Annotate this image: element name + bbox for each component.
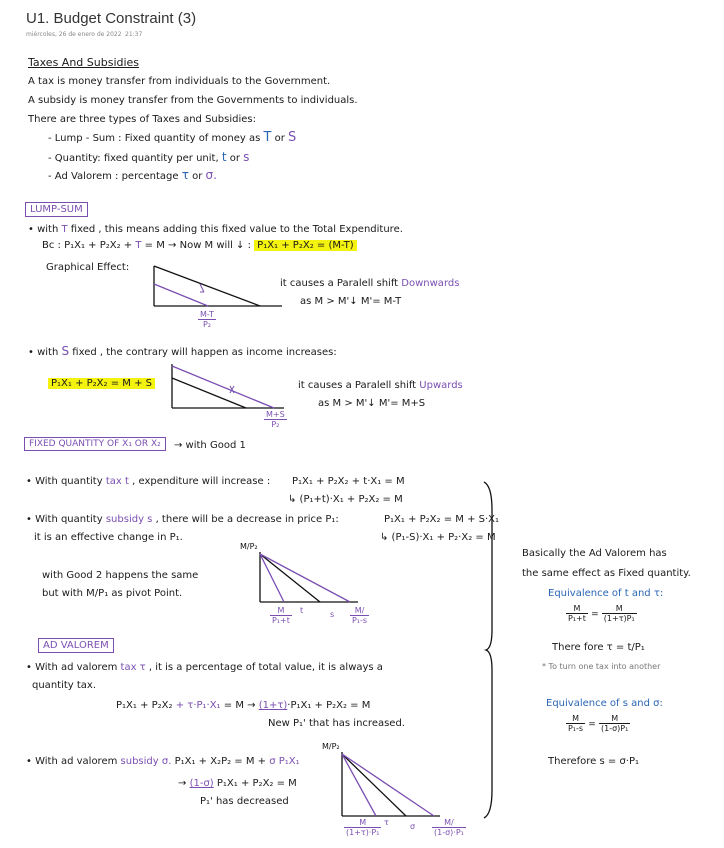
page-title: U1. Budget Constraint (3) (26, 10, 197, 27)
page-time: 21:37 (125, 31, 143, 38)
quantity-graph-t-label: t (300, 606, 304, 615)
type-quantity: - Quantity: fixed quantity per unit, t or s (48, 150, 250, 164)
ad-valorem-bullet-subsidy: • With ad valorem subsidy σ. P₁X₁ + X₂P₂ = M + σ P₁X₁ (26, 756, 300, 767)
ad-valorem-tax-equation: P₁X₁ + P₂X₂ + τ·P₁·X₁ = M → (1+τ)·P₁X₁ + P₂X₂ = M (116, 700, 371, 711)
side-note-line-1: Basically the Ad Valorem has (522, 548, 667, 559)
lump-sum-bc-equation: Bc : P₁X₁ + P₂X₂ + T = M → Now M will ↓ : P₁X₁ + P₂X₂ = (M-T) (42, 240, 357, 251)
intro-line-tax: A tax is money transfer from individuals to the Government. (28, 76, 331, 87)
lump-sum-bullet-2: • with S fixed , the contrary will happen as income increases: (28, 344, 337, 358)
ad-valorem-graph-tau-label: τ (384, 818, 389, 827)
ad-valorem-tax-note: New P₁' that has increased. (268, 718, 405, 729)
lump-sum-effect-1-detail: as M > M'↓ M'= M-T (300, 296, 402, 307)
lump-sum-effect-1: it causes a Paralell shift Downwards (280, 278, 460, 289)
ad-valorem-graph-subsidy-intercept: $\frac{M/}{\text{(1-σ)·P₁}}$ (434, 818, 464, 837)
quantity-subsidy-eq-2: ↳ (P₁-S)·X₁ + P₂·X₂ = M (380, 532, 496, 543)
good2-note-2: but with M/P₁ as pivot Point. (42, 588, 183, 599)
page-date: miércoles, 26 de enero de 2022 (26, 31, 122, 38)
quantity-bullet-subsidy: • With quantity subsidy s , there will be a decrease in price P₁: (26, 514, 339, 525)
side-note-equivalence-t-title: Equivalence of t and τ: (548, 588, 664, 599)
side-note-footnote: * To turn one tax into another (542, 662, 661, 671)
side-note-therefore-2: Therefore s = σ·P₁ (548, 756, 640, 767)
ad-valorem-graph-y-label: M/P₂ (322, 742, 340, 751)
lump-sum-effect-2-detail: as M > M'↓ M'= M+S (318, 398, 426, 409)
ad-valorem-bullet-tax: • With ad valorem tax τ , it is a percentage of total value, it is always a (26, 662, 383, 673)
type-ad-valorem: - Ad Valorem : percentage τ or σ. (48, 168, 217, 182)
good2-note-1: with Good 2 happens the same (42, 570, 199, 581)
quantity-tax-eq-2: ↳ (P₁+t)·X₁ + P₂X₂ = M (288, 494, 403, 505)
graph-lump-sum-intercept: $\frac{M-T}{\text{P₂}}$ (200, 310, 214, 329)
quantity-bullet-tax: • With quantity tax t , expenditure will increase : (26, 476, 271, 487)
lump-sum-effect-2: it causes a Paralell shift Upwards (298, 380, 463, 391)
ad-valorem-quantity-tax: quantity tax. (32, 680, 97, 691)
ad-valorem-graph-tax-intercept: $\frac{M}{\text{(1+τ)·P₁}}$ (346, 818, 380, 837)
intro-line-types: There are three types of Taxes and Subsidies: (28, 114, 256, 125)
graph-lump-sum-tax (148, 262, 288, 332)
side-note-therefore-1: There fore τ = t/P₁ (552, 642, 645, 653)
quantity-graph-s-label: s (330, 610, 335, 619)
quantity-graph-y-label: M/P₂ (240, 542, 258, 551)
side-note-equivalence-t: $\frac{M}{\text{P₁+t}}$ = $\frac{M}{\text{(1+τ)P₁}}$ (568, 604, 635, 623)
quantity-graph-tax-intercept: $\frac{M}{\text{P₁+t}}$ (272, 606, 290, 625)
side-note-brace (482, 480, 498, 820)
section-heading-quantity: FIXED QUANTITY OF X₁ OR X₂ (24, 437, 166, 451)
quantity-effective-change: it is an effective change in P₁. (34, 532, 183, 543)
type-lump-sum: - Lump - Sum : Fixed quantity of money as T or S (48, 130, 297, 145)
ad-valorem-graph-sigma-label: σ (410, 822, 416, 831)
lump-sum-bullet-1: • with T fixed , this means adding this fixed value to the Total Expenditure. (28, 224, 403, 235)
quantity-graph-subsidy-intercept: $\frac{M/}{\text{P₁-s}}$ (352, 606, 368, 625)
graphical-effect-label: Graphical Effect: (46, 262, 130, 273)
graph-ad-valorem (336, 748, 446, 822)
quantity-heading-note: → with Good 1 (174, 440, 246, 451)
section-heading-lump-sum: LUMP-SUM (25, 202, 88, 217)
intro-line-subsidy: A subsidy is money transfer from the Governments to individuals. (28, 95, 358, 106)
graph-lump-sum-subsidy-intercept: $\frac{M+S}{\text{P₂}}$ (266, 410, 285, 429)
side-note-equivalence-s: $\frac{M}{\text{P₁-s}}$ = $\frac{M}{\text{(1-σ)P₁}}$ (568, 714, 629, 733)
side-note-equivalence-s-title: Equivalence of s and σ: (546, 698, 663, 709)
ad-valorem-subsidy-result: → (1-σ) P₁X₁ + P₂X₂ = M (178, 778, 297, 789)
ad-valorem-subsidy-note: P₁' has decreased (200, 796, 289, 807)
graph-quantity (254, 548, 364, 608)
quantity-tax-eq-1: P₁X₁ + P₂X₂ + t·X₁ = M (292, 476, 405, 487)
lump-sum-eq-2: P₁X₁ + P₂X₂ = M + S (48, 378, 155, 389)
side-note-line-2: the same effect as Fixed quantity. (522, 568, 691, 579)
section-heading-ad-valorem: AD VALOREM (38, 638, 114, 653)
section-heading-taxes: Taxes And Subsidies (28, 56, 140, 69)
quantity-subsidy-eq-1: P₁X₁ + P₂X₂ = M + S·X₁ (384, 514, 500, 525)
